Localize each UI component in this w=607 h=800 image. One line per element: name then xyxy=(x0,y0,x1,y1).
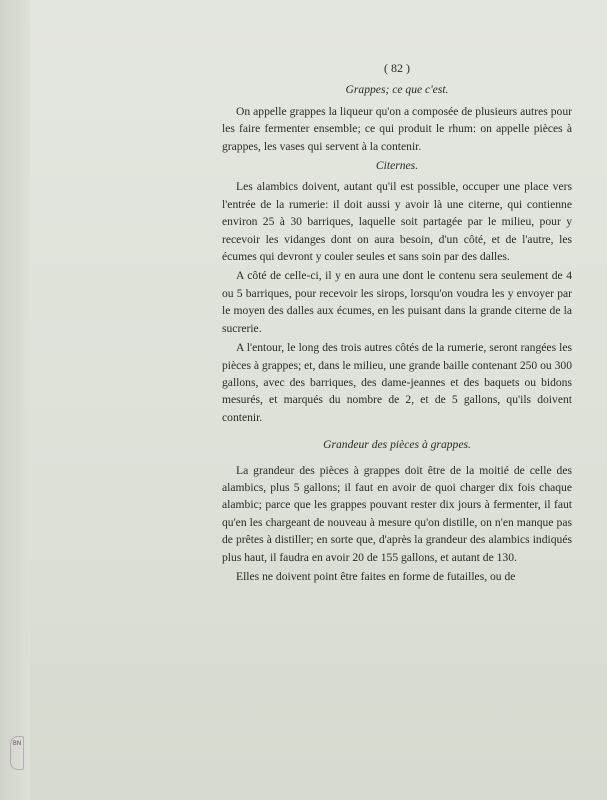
page-text-block xyxy=(222,60,572,587)
paragraph-grandeur-1: La grandeur des pièces à grappes doit être de la moitié de celle des alambics, plus 5 gallons; il faut en avoir de quoi charger dix fois chaque alambic; parce que les grappes pouvant rester dix jours à fermenter, il faut qu'en les chargeant de nouveau à mesure qu'on distille, on n'en manque pas de prêtes à distiller; en sorte que, d'après la grandeur des alambics indiqués plus haut, il faudra en avoir 20 de 155 gallons, et autant de 130. xyxy=(222,463,572,564)
paragraph-citernes-2: A côté de celle-ci, il y en aura une dont le contenu sera seulement de 4 ou 5 barriques, pour recevoir les sirops, lorsqu'on voudra les y envoyer par le moyen des dalles aux écumes, en les puisant dans la grande citerne de la sucrerie. xyxy=(222,269,572,335)
page-gutter xyxy=(0,0,30,800)
section-heading-grandeur: Grandeur des pièces à grappes. xyxy=(323,438,471,452)
library-stamp: BN xyxy=(10,736,24,770)
section-heading-grappes: Grappes; ce que c'est. xyxy=(345,83,449,97)
paragraph-grandeur-2: Elles ne doivent point être faites en forme de futailles, ou de xyxy=(236,569,516,583)
section-heading-citernes: Citernes. xyxy=(375,159,419,173)
paragraph-citernes-1: Les alambics doivent, autant qu'il est possible, occuper une place vers l'entrée de la rumerie: il doit aussi y avoir là une citerne, qui contienne environ 25 à 30 barriques, laquelle soit partagée par le milieu, pour y recevoir les vidanges dont on aura besoin, d'un côté, et de l'autre, les écumes qui devront y couler seules et sans soin par des dalles. xyxy=(222,180,572,264)
paragraph-citernes-3: A l'entour, le long des trois autres côtés de la rumerie, seront rangées les pièces à grappes; et, dans le milieu, une grande baille contenant 250 ou 300 gallons, avec des barriques, des dame-jeannes et des baquets ou bidons mesurés, et marqués du nombre de 2, et de 5 gallons, qu'ils doivent contenir. xyxy=(222,341,572,424)
paragraph-grappes: On appelle grappes la liqueur qu'on a composée de plusieurs autres pour les faire fermenter ensemble; ce qui produit le rhum: on appelle pièces à grappes, les vases qui servent à la contenir. xyxy=(222,104,572,153)
page-number: ( 82 ) xyxy=(384,61,410,75)
